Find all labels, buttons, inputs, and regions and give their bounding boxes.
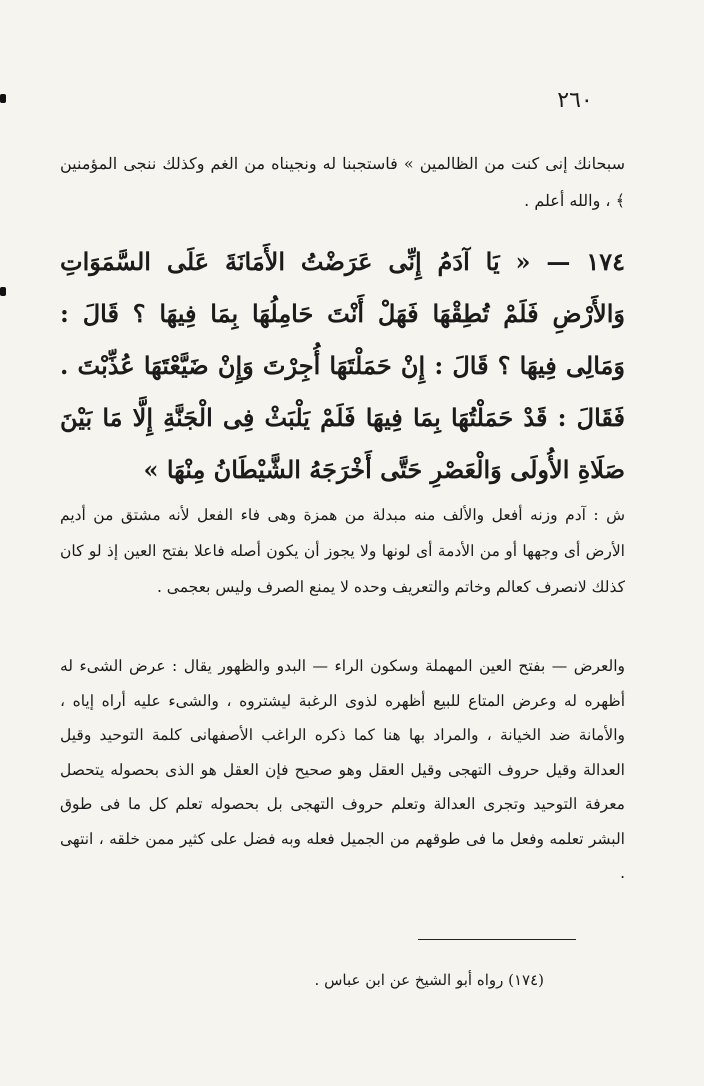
commentary-paragraph-2: والعرض — بفتح العين المهملة وسكون الراء — البدو والظهور يقال : عرض الشىء له أظهره له وعرض المتاع للبيع أظهره لذوى الرغبة ليشتروه ، والشىء عليه أراه إياه ، والأمانة ضد الخيانة ، والمراد بها هنا كما ذكره الراغب الأصفهانى كلمة التوحيد وقيل العدالة وقيل حروف التهجى وقيل العقل وهو صحيح فإن العقل هو الذى بحصوله يتحصل معرفة التوحيد وتجرى العدالة وتعلم حروف التهجى بل بحصوله تعلم كل ما فى طوق البشر تعلمه وفعل ما فى طوقهم من الجميل فعله وبه فضل على كثير ممن خلقه ، انتهى . xyxy=(60,657,625,882)
hadith-number: ١٧٤ xyxy=(586,247,625,276)
hadith-paragraph xyxy=(60,236,625,496)
intro-paragraph: سبحانك إنى كنت من الظالمين » فاستجبنا له ونجيناه من الغم وكذلك ننجى المؤمنين ﴾ ، والله أعلم . xyxy=(60,154,626,210)
hadith-text: — « يَا آدَمُ إِنِّى عَرَضْتُ الأَمَانَةَ عَلَى السَّمَوَاتِ وَالأَرْضِ فَلَمْ تُطِقْهَا فَهَلْ أَنْتَ حَامِلُهَا بِمَا فِيهَا ؟ قَالَ : وَمَالِى فِيهَا ؟ قَالَ : إِنْ حَمَلْتَهَا أُجِرْتَ وَإِنْ ضَيَّعْتَهَا عُذِّبْتَ . فَقَالَ : قَدْ حَمَلْتُهَا بِمَا فِيهَا فَلَمْ يَلْبَثْ فِى الْجَنَّةِ إِلَّا مَا بَيْنَ صَلَاةِ الأُولَى وَالْعَصْرِ حَتَّى أَخْرَجَهُ الشَّيْطَانُ مِنْهَا » xyxy=(60,247,625,484)
commentary-paragraph-1: ش : آدم وزنه أفعل والألف منه مبدلة من همزة وهى فاء الفعل لأنه مشتق من أديم الأرض أى وجهها أو من الأدمة أى لونها ولا يجوز أن يكون أصله فاعلا بفتح العين إذ لو كان كذلك لانصرف كعالم وخاتم والتعريف وحده لا يمنع الصرف وليس بعجمى . xyxy=(60,506,625,596)
footnote: (١٧٤) رواه أبو الشيخ عن ابن عباس . xyxy=(314,971,544,989)
margin-mark xyxy=(0,94,6,103)
margin-mark xyxy=(0,287,6,296)
footnote-divider xyxy=(418,939,576,940)
page-number: ٢٦٠ xyxy=(557,88,593,113)
